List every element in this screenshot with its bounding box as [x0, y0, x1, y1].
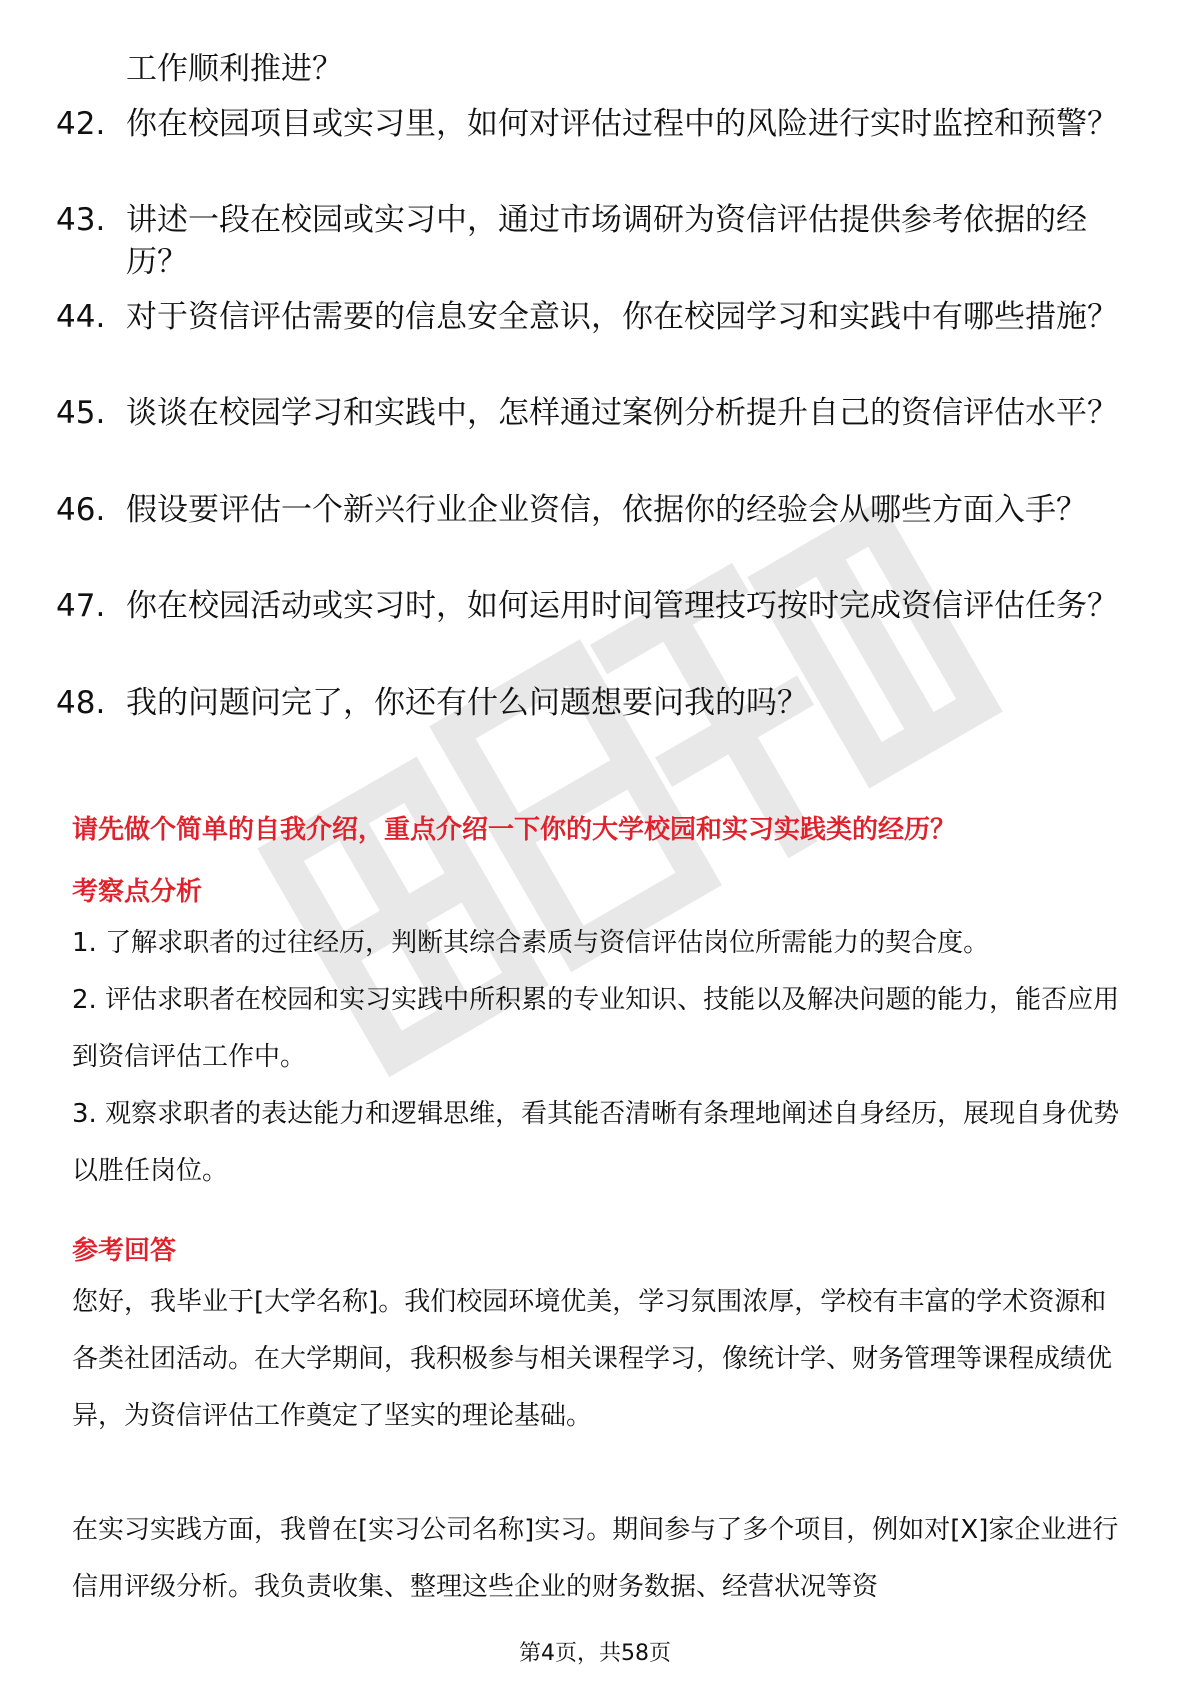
answer-heading: 参考回答 [72, 1236, 177, 1266]
question-text: 讲述一段在校园或实习中，通过市场调研为资信评估提供参考依据的经历？ [126, 202, 1087, 280]
list-item [56, 489, 1126, 531]
analysis-heading: 考察点分析 [72, 877, 203, 907]
question-number: 45. [56, 395, 106, 431]
question-text: 我的问题问完了，你还有什么问题想要问我的吗？ [126, 685, 808, 721]
question-text: 对于资信评估需要的信息安全意识，你在校园学习和实践中有哪些措施？ [126, 299, 1118, 335]
question-text: 你在校园项目或实习里，如何对评估过程中的风险进行实时监控和预警？ [126, 106, 1118, 142]
page-number: 第4页，共58页 [519, 1641, 671, 1666]
analysis-point: 2. 评估求职者在校园和实习实践中所积累的专业知识、技能以及解决问题的能力，能否应用到资信评估工作中。 [72, 985, 1120, 1072]
analysis-point: 3. 观察求职者的表达能力和逻辑思维，看其能否清晰有条理地阐述自身经历，展现自身优势以胜任岗位。 [72, 1099, 1120, 1186]
list-item [56, 682, 1126, 724]
list-item [56, 296, 1126, 338]
question-number: 43. [56, 202, 106, 238]
section-question-title: 请先做个简单的自我介绍，重点介绍一下你的大学校园和实习实践类的经历？ [72, 815, 957, 845]
question-number: 42. [56, 106, 106, 142]
question-number: 47. [56, 588, 106, 624]
answer-paragraph: 您好，我毕业于[大学名称]。我们校园环境优美，学习氛围浓厚，学校有丰富的学术资源和各类社团活动。在大学期间，我积极参与相关课程学习，像统计学、财务管理等课程成绩优异，为资信评估工作奠定了坚实的理论基础。 [72, 1287, 1113, 1431]
analysis-point: 1. 了解求职者的过往经历，判断其综合素质与资信评估岗位所需能力的契合度。 [72, 928, 990, 958]
question-continuation: 工作顺利推进？ [126, 51, 343, 87]
answer-paragraph: 在实习实践方面，我曾在[实习公司名称]实习。期间参与了多个项目，例如对[X]家企业进行信用评级分析。我负责收集、整理这些企业的财务数据、经营状况等资 [72, 1515, 1119, 1602]
list-item [56, 199, 1126, 283]
question-number: 44. [56, 299, 106, 335]
list-item [56, 103, 1126, 145]
question-text: 谈谈在校园学习和实践中，怎样通过案例分析提升自己的资信评估水平？ [126, 395, 1118, 431]
question-number: 46. [56, 492, 106, 528]
question-number: 48. [56, 685, 106, 721]
question-text: 你在校园活动或实习时，如何运用时间管理技巧按时完成资信评估任务？ [126, 588, 1118, 624]
question-text: 假设要评估一个新兴行业企业资信，依据你的经验会从哪些方面入手？ [126, 492, 1087, 528]
list-item [56, 392, 1126, 434]
list-item [56, 585, 1126, 627]
